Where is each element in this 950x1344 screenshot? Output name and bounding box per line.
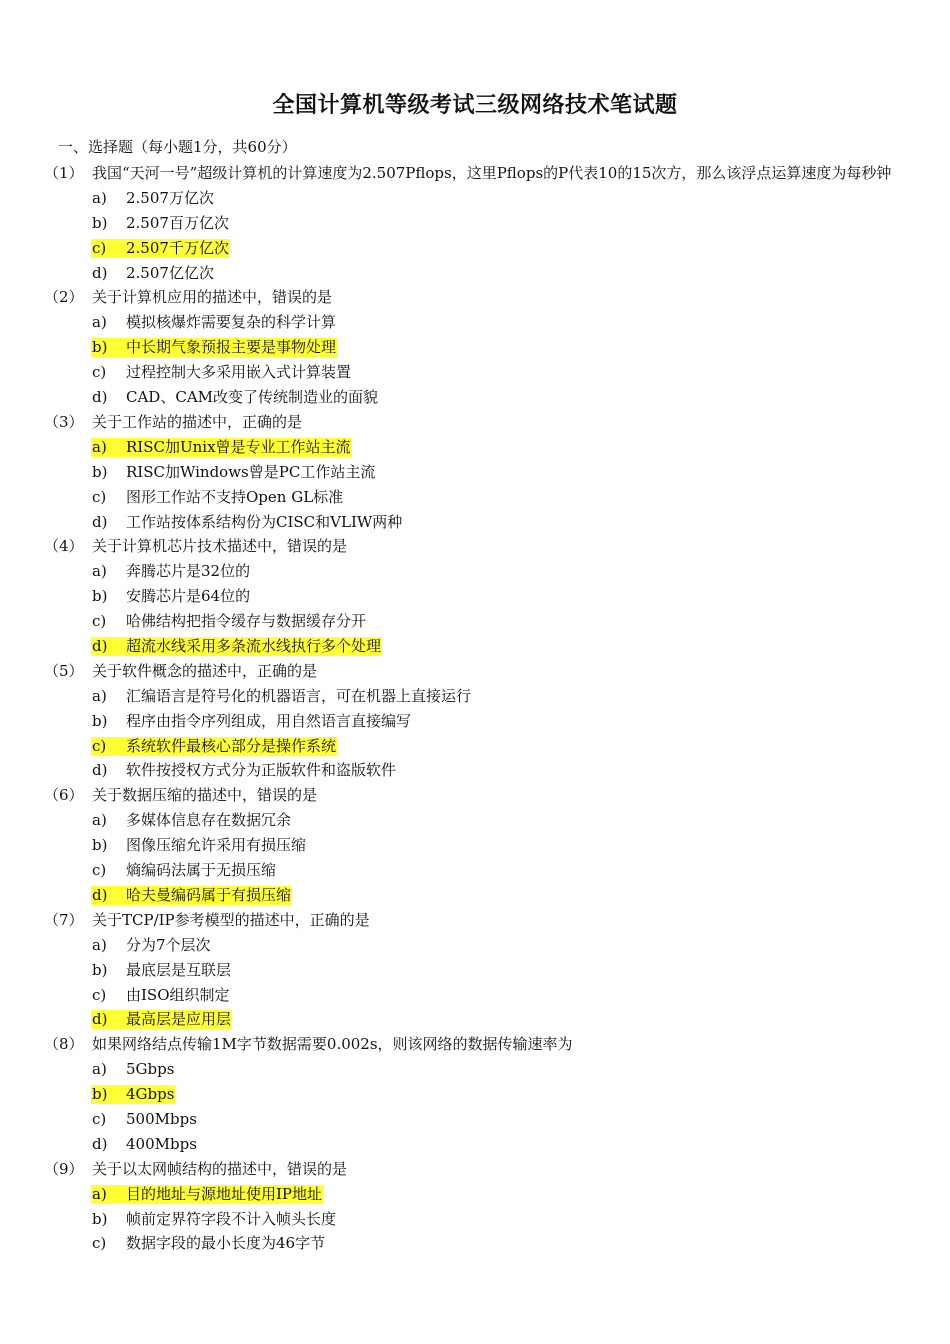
option-content: [91, 313, 337, 332]
option-text: 由ISO组织制定: [126, 985, 230, 1004]
question-number: （5）: [44, 661, 84, 680]
option-text: 图像压缩允许采用有损压缩: [126, 836, 307, 855]
question-text: 关于计算机芯片技术描述中，错误的是: [92, 537, 348, 556]
answer-highlight: [91, 239, 230, 258]
option-content: [91, 562, 251, 581]
question-item: [0, 161, 950, 285]
option-content: [91, 1210, 337, 1229]
option-letter: a): [92, 562, 107, 581]
answer-option: [0, 1057, 950, 1082]
option-letter: d): [92, 1010, 108, 1029]
option-text: 模拟核爆炸需要复杂的科学计算: [126, 313, 337, 332]
option-letter: b): [92, 213, 108, 232]
option-content: [91, 463, 376, 482]
option-letter: c): [92, 612, 107, 631]
option-text: 400Mbps: [126, 1134, 197, 1153]
question-number: （2）: [44, 288, 84, 307]
option-letter: a): [92, 1060, 107, 1079]
option-letter: b): [92, 1209, 108, 1228]
answer-option: [0, 933, 950, 958]
answer-option: [0, 1007, 950, 1032]
option-text: 数据字段的最小长度为46字节: [126, 1234, 326, 1253]
option-content: [91, 712, 412, 731]
answer-highlight: [91, 886, 292, 905]
option-text: 2.507百万亿次: [126, 213, 229, 232]
answer-option: [0, 211, 950, 236]
option-content: [91, 488, 344, 507]
option-letter: a): [92, 811, 107, 830]
document-title: 全国计算机等级考试三级网络技术笔试题: [272, 93, 678, 118]
option-content: [91, 1110, 198, 1129]
question-number: （9）: [44, 1159, 84, 1178]
question-item: [0, 783, 950, 907]
answer-option: [0, 186, 950, 211]
answer-highlight: [91, 637, 382, 656]
question-number: （7）: [44, 910, 84, 929]
option-text: 4Gbps: [126, 1085, 175, 1104]
option-text: 500Mbps: [126, 1109, 197, 1128]
answer-option: [0, 310, 950, 335]
option-text: 最底层是互联层: [126, 960, 232, 979]
option-text: 系统软件最核心部分是操作系统: [126, 736, 337, 755]
option-text: 工作站按体系结构份为CISC和VLIW两种: [126, 512, 403, 531]
option-letter: d): [92, 761, 108, 780]
option-content: [91, 961, 232, 980]
answer-option: [0, 634, 950, 659]
option-letter: d): [92, 1134, 108, 1153]
question-text: 如果网络结点传输1M字节数据需要0.002s，则该网络的数据传输速率为: [92, 1035, 573, 1054]
answer-highlight: [91, 1010, 232, 1029]
option-text: 哈夫曼编码属于有损压缩: [126, 885, 292, 904]
option-letter: d): [92, 388, 108, 407]
option-letter: a): [92, 437, 107, 456]
option-letter: a): [92, 1184, 107, 1203]
answer-option: [0, 510, 950, 535]
option-text: 汇编语言是符号化的机器语言，可在机器上直接运行: [126, 686, 472, 705]
answer-option: [0, 559, 950, 584]
question-text: 关于以太网帧结构的描述中，错误的是: [92, 1159, 348, 1178]
option-text: 软件按授权方式分为正版软件和盗版软件: [126, 761, 397, 780]
option-letter: b): [92, 587, 108, 606]
option-letter: c): [92, 487, 107, 506]
option-text: 超流水线采用多条流水线执行多个处理: [126, 636, 382, 655]
option-text: 2.507千万亿次: [126, 238, 229, 257]
answer-option: [0, 684, 950, 709]
answer-option: [0, 236, 950, 261]
option-content: [91, 687, 472, 706]
question-text: 关于计算机应用的描述中，错误的是: [92, 288, 333, 307]
option-text: 程序由指令序列组成，用自然语言直接编写: [126, 711, 412, 730]
option-text: 2.507亿亿次: [126, 263, 214, 282]
answer-option: [0, 858, 950, 883]
option-content: [91, 363, 352, 382]
option-letter: d): [92, 512, 108, 531]
question-item: [0, 285, 950, 409]
answer-option: [0, 958, 950, 983]
option-letter: c): [92, 363, 107, 382]
answer-option: [0, 335, 950, 360]
option-letter: a): [92, 313, 107, 332]
answer-option: [0, 833, 950, 858]
answer-option: [0, 1182, 950, 1207]
answer-option: [0, 1107, 950, 1132]
answer-highlight: [91, 438, 352, 457]
option-content: [91, 861, 277, 880]
answer-highlight: [91, 1185, 323, 1204]
answer-option: [0, 758, 950, 783]
option-text: 多媒体信息存在数据冗余: [126, 811, 292, 830]
question-number: （1）: [44, 164, 84, 182]
option-letter: b): [92, 338, 108, 357]
option-letter: d): [92, 885, 108, 904]
option-letter: c): [92, 1234, 107, 1253]
option-letter: b): [92, 462, 108, 481]
option-content: [91, 811, 292, 830]
option-content: [91, 986, 231, 1005]
option-text: RISC加Unix曾是专业工作站主流: [126, 437, 351, 456]
question-text: 关于工作站的描述中，正确的是: [92, 412, 303, 431]
question-list: [0, 161, 950, 1256]
question-number: （4）: [44, 537, 84, 556]
question-text: 关于TCP/IP参考模型的描述中，正确的是: [92, 910, 370, 929]
answer-option: [0, 435, 950, 460]
option-letter: c): [92, 238, 107, 257]
answer-option: [0, 1082, 950, 1107]
answer-option: [0, 734, 950, 759]
option-letter: a): [92, 935, 107, 954]
answer-option: [0, 983, 950, 1008]
answer-highlight: [91, 737, 337, 756]
option-text: 目的地址与源地址使用IP地址: [126, 1184, 323, 1203]
option-letter: b): [92, 1085, 108, 1104]
option-content: [91, 513, 403, 532]
question-item: [0, 534, 950, 658]
question-number: （6）: [44, 786, 84, 805]
option-letter: a): [92, 686, 107, 705]
section-heading: 一、选择题（每小题1分，共60分）: [58, 138, 297, 156]
question-item: [0, 1032, 950, 1156]
option-text: 奔腾芯片是32位的: [126, 562, 251, 581]
option-text: 中长期气象预报主要是事物处理: [126, 338, 337, 357]
question-number: （8）: [44, 1035, 84, 1054]
answer-option: [0, 261, 950, 286]
answer-option: [0, 709, 950, 734]
answer-option: [0, 385, 950, 410]
option-content: [91, 1060, 175, 1079]
option-text: 哈佛结构把指令缓存与数据缓存分开: [126, 612, 367, 631]
question-item: [0, 1157, 950, 1257]
question-text: 关于数据压缩的描述中，错误的是: [92, 786, 318, 805]
answer-highlight: [91, 1085, 175, 1104]
option-text: 2.507万亿次: [126, 188, 214, 207]
option-text: 5Gbps: [126, 1060, 175, 1079]
question-item: [0, 410, 950, 534]
option-letter: c): [92, 985, 107, 1004]
option-content: [91, 189, 215, 208]
option-text: 图形工作站不支持Open GL标准: [126, 487, 344, 506]
option-text: 分为7个层次: [126, 935, 211, 954]
question-text: 关于软件概念的描述中，正确的是: [92, 661, 318, 680]
answer-option: [0, 609, 950, 634]
answer-option: [0, 883, 950, 908]
question-item: [0, 659, 950, 783]
question-item: [0, 908, 950, 1032]
answer-option: [0, 360, 950, 385]
option-letter: d): [92, 636, 108, 655]
option-letter: a): [92, 188, 107, 207]
option-text: RISC加Windows曾是PC工作站主流: [126, 462, 376, 481]
option-letter: c): [92, 861, 107, 880]
option-letter: c): [92, 736, 107, 755]
option-text: 过程控制大多采用嵌入式计算装置: [126, 363, 352, 382]
option-content: [91, 936, 212, 955]
option-content: [91, 1234, 326, 1253]
answer-option: [0, 1207, 950, 1232]
option-letter: b): [92, 836, 108, 855]
option-content: [91, 587, 251, 606]
answer-option: [0, 1132, 950, 1157]
option-content: [91, 836, 307, 855]
option-letter: b): [92, 711, 108, 730]
answer-option: [0, 808, 950, 833]
answer-option: [0, 584, 950, 609]
option-content: [91, 1135, 198, 1154]
option-content: [91, 388, 379, 407]
option-content: [91, 612, 367, 631]
option-text: 帧前定界符字段不计入帧头长度: [126, 1209, 337, 1228]
answer-highlight: [91, 338, 337, 357]
option-text: CAD、CAM改变了传统制造业的面貌: [126, 388, 379, 407]
option-content: [91, 214, 230, 233]
answer-option: [0, 485, 950, 510]
option-text: 熵编码法属于无损压缩: [126, 861, 277, 880]
question-number: （3）: [44, 412, 84, 431]
answer-option: [0, 460, 950, 485]
option-content: [91, 761, 397, 780]
option-text: 最高层是应用层: [126, 1010, 232, 1029]
option-text: 安腾芯片是64位的: [126, 587, 251, 606]
option-letter: d): [92, 263, 108, 282]
option-content: [91, 264, 215, 283]
question-text: 我国“天河一号”超级计算机的计算速度为2.507Pflops，这里Pflops的P代表10的15次方，那么该浮点运算速度为每秒钟: [92, 164, 892, 182]
answer-option: [0, 1231, 950, 1256]
option-letter: b): [92, 960, 108, 979]
option-letter: c): [92, 1109, 107, 1128]
